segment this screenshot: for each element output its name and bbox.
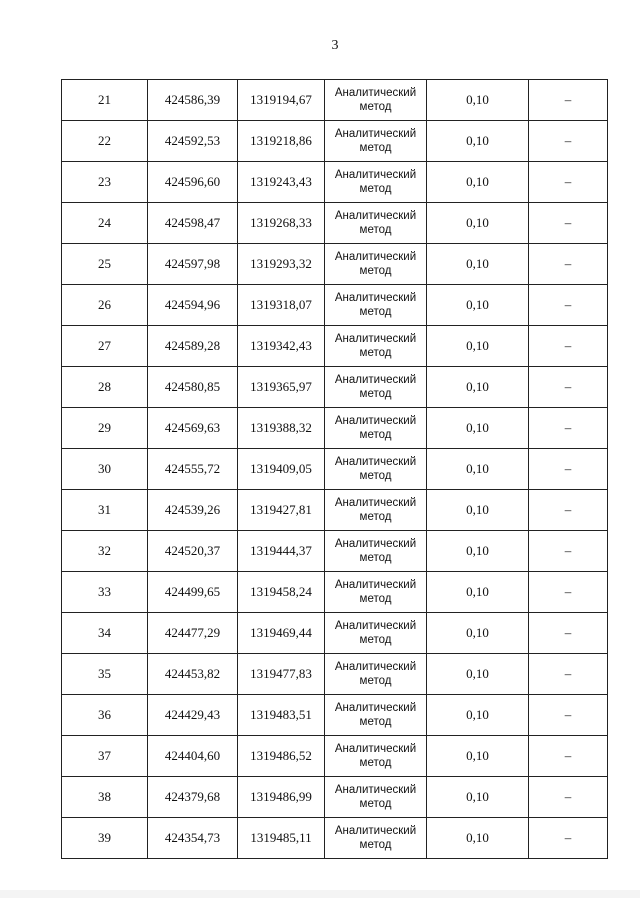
x-coordinate-cell: 424499,65 (148, 572, 238, 613)
method-cell (325, 121, 427, 162)
table-row (62, 531, 608, 572)
y-coordinate-cell: 1319243,43 (238, 162, 325, 203)
note-cell: – (529, 367, 608, 408)
table-row (62, 777, 608, 818)
accuracy-cell: 0,10 (427, 408, 529, 449)
accuracy-cell: 0,10 (427, 285, 529, 326)
method-cell (325, 613, 427, 654)
point-number-cell: 32 (62, 531, 148, 572)
accuracy-cell: 0,10 (427, 449, 529, 490)
y-coordinate-cell: 1319486,99 (238, 777, 325, 818)
accuracy-cell: 0,10 (427, 203, 529, 244)
x-coordinate-cell: 424429,43 (148, 695, 238, 736)
method-line-2: метод (359, 306, 392, 318)
accuracy-cell: 0,10 (427, 326, 529, 367)
note-cell: – (529, 244, 608, 285)
accuracy-cell: 0,10 (427, 531, 529, 572)
y-coordinate-cell: 1319477,83 (238, 654, 325, 695)
method-cell (325, 326, 427, 367)
method-line-2: метод (359, 634, 392, 646)
point-number-cell: 26 (62, 285, 148, 326)
method-line-2: метод (359, 265, 392, 277)
method-line-2: метод (359, 839, 392, 851)
method-cell (325, 449, 427, 490)
method-line-2: метод (359, 675, 392, 687)
y-coordinate-cell: 1319444,37 (238, 531, 325, 572)
y-coordinate-cell: 1319486,52 (238, 736, 325, 777)
note-cell: – (529, 818, 608, 859)
x-coordinate-cell: 424477,29 (148, 613, 238, 654)
table-row (62, 695, 608, 736)
table-row (62, 490, 608, 531)
y-coordinate-cell: 1319409,05 (238, 449, 325, 490)
method-line-2: метод (359, 142, 392, 154)
method-line-2: метод (359, 552, 392, 564)
point-number-cell: 24 (62, 203, 148, 244)
accuracy-cell: 0,10 (427, 695, 529, 736)
method-cell (325, 695, 427, 736)
point-number-cell: 30 (62, 449, 148, 490)
point-number-cell: 35 (62, 654, 148, 695)
x-coordinate-cell: 424597,98 (148, 244, 238, 285)
method-cell (325, 736, 427, 777)
y-coordinate-cell: 1319218,86 (238, 121, 325, 162)
point-number-cell: 22 (62, 121, 148, 162)
accuracy-cell: 0,10 (427, 121, 529, 162)
x-coordinate-cell: 424569,63 (148, 408, 238, 449)
y-coordinate-cell: 1319342,43 (238, 326, 325, 367)
point-number-cell: 31 (62, 490, 148, 531)
table-body (62, 80, 608, 859)
note-cell: – (529, 121, 608, 162)
method-line-1: Аналитический (334, 87, 417, 99)
x-coordinate-cell: 424354,73 (148, 818, 238, 859)
x-coordinate-cell: 424580,85 (148, 367, 238, 408)
method-line-2: метод (359, 757, 392, 769)
note-cell: – (529, 777, 608, 818)
method-line-1: Аналитический (334, 825, 417, 837)
page-number: 3 (331, 38, 339, 53)
method-line-2: метод (359, 347, 392, 359)
y-coordinate-cell: 1319318,07 (238, 285, 325, 326)
method-line-2: метод (359, 716, 392, 728)
method-line-2: метод (359, 429, 392, 441)
point-number-cell: 36 (62, 695, 148, 736)
point-number-cell: 34 (62, 613, 148, 654)
method-line-2: метод (359, 593, 392, 605)
accuracy-cell: 0,10 (427, 736, 529, 777)
note-cell: – (529, 613, 608, 654)
accuracy-cell: 0,10 (427, 777, 529, 818)
x-coordinate-cell: 424453,82 (148, 654, 238, 695)
method-cell (325, 572, 427, 613)
method-line-1: Аналитический (334, 169, 417, 181)
method-line-1: Аналитический (334, 497, 417, 509)
point-number-cell: 27 (62, 326, 148, 367)
table-row (62, 326, 608, 367)
method-line-1: Аналитический (334, 784, 417, 796)
accuracy-cell: 0,10 (427, 367, 529, 408)
y-coordinate-cell: 1319268,33 (238, 203, 325, 244)
scan-bottom-edge (0, 890, 640, 898)
accuracy-cell: 0,10 (427, 162, 529, 203)
x-coordinate-cell: 424520,37 (148, 531, 238, 572)
method-line-1: Аналитический (334, 702, 417, 714)
method-line-2: метод (359, 388, 392, 400)
method-line-2: метод (359, 798, 392, 810)
method-line-1: Аналитический (334, 251, 417, 263)
note-cell: – (529, 490, 608, 531)
method-line-1: Аналитический (334, 374, 417, 386)
note-cell: – (529, 80, 608, 121)
method-line-1: Аналитический (334, 743, 417, 755)
point-number-cell: 39 (62, 818, 148, 859)
note-cell: – (529, 531, 608, 572)
method-cell (325, 367, 427, 408)
method-line-2: метод (359, 101, 392, 113)
coordinates-table (61, 79, 608, 859)
x-coordinate-cell: 424589,28 (148, 326, 238, 367)
method-cell (325, 818, 427, 859)
method-cell (325, 203, 427, 244)
table-row (62, 367, 608, 408)
method-cell (325, 654, 427, 695)
point-number-cell: 38 (62, 777, 148, 818)
point-number-cell: 29 (62, 408, 148, 449)
method-cell (325, 408, 427, 449)
point-number-cell: 23 (62, 162, 148, 203)
accuracy-cell: 0,10 (427, 818, 529, 859)
y-coordinate-cell: 1319458,24 (238, 572, 325, 613)
note-cell: – (529, 326, 608, 367)
method-line-1: Аналитический (334, 415, 417, 427)
method-cell (325, 162, 427, 203)
table-row (62, 121, 608, 162)
table-row (62, 244, 608, 285)
note-cell: – (529, 285, 608, 326)
method-line-2: метод (359, 470, 392, 482)
note-cell: – (529, 572, 608, 613)
method-line-1: Аналитический (334, 128, 417, 140)
point-number-cell: 28 (62, 367, 148, 408)
method-cell (325, 777, 427, 818)
method-line-2: метод (359, 224, 392, 236)
method-line-1: Аналитический (334, 579, 417, 591)
method-cell (325, 531, 427, 572)
x-coordinate-cell: 424596,60 (148, 162, 238, 203)
method-line-1: Аналитический (334, 456, 417, 468)
method-line-1: Аналитический (334, 538, 417, 550)
x-coordinate-cell: 424539,26 (148, 490, 238, 531)
method-line-1: Аналитический (334, 292, 417, 304)
y-coordinate-cell: 1319388,32 (238, 408, 325, 449)
point-number-cell: 33 (62, 572, 148, 613)
accuracy-cell: 0,10 (427, 613, 529, 654)
table-row (62, 162, 608, 203)
x-coordinate-cell: 424594,96 (148, 285, 238, 326)
y-coordinate-cell: 1319485,11 (238, 818, 325, 859)
y-coordinate-cell: 1319469,44 (238, 613, 325, 654)
method-line-1: Аналитический (334, 333, 417, 345)
x-coordinate-cell: 424586,39 (148, 80, 238, 121)
x-coordinate-cell: 424379,68 (148, 777, 238, 818)
accuracy-cell: 0,10 (427, 490, 529, 531)
accuracy-cell: 0,10 (427, 654, 529, 695)
y-coordinate-cell: 1319194,67 (238, 80, 325, 121)
table-row (62, 80, 608, 121)
table-row (62, 572, 608, 613)
x-coordinate-cell: 424404,60 (148, 736, 238, 777)
note-cell: – (529, 695, 608, 736)
accuracy-cell: 0,10 (427, 572, 529, 613)
y-coordinate-cell: 1319483,51 (238, 695, 325, 736)
table-row (62, 736, 608, 777)
table-row (62, 449, 608, 490)
note-cell: – (529, 654, 608, 695)
table-row (62, 818, 608, 859)
method-line-1: Аналитический (334, 620, 417, 632)
method-cell (325, 285, 427, 326)
table-row (62, 408, 608, 449)
table-row (62, 285, 608, 326)
x-coordinate-cell: 424598,47 (148, 203, 238, 244)
x-coordinate-cell: 424592,53 (148, 121, 238, 162)
point-number-cell: 21 (62, 80, 148, 121)
note-cell: – (529, 736, 608, 777)
note-cell: – (529, 162, 608, 203)
method-line-2: метод (359, 511, 392, 523)
method-line-1: Аналитический (334, 661, 417, 673)
y-coordinate-cell: 1319365,97 (238, 367, 325, 408)
x-coordinate-cell: 424555,72 (148, 449, 238, 490)
table-row (62, 203, 608, 244)
note-cell: – (529, 408, 608, 449)
table-row (62, 613, 608, 654)
method-cell (325, 80, 427, 121)
accuracy-cell: 0,10 (427, 244, 529, 285)
method-line-2: метод (359, 183, 392, 195)
note-cell: – (529, 449, 608, 490)
point-number-cell: 37 (62, 736, 148, 777)
method-cell (325, 490, 427, 531)
accuracy-cell: 0,10 (427, 80, 529, 121)
y-coordinate-cell: 1319427,81 (238, 490, 325, 531)
method-cell (325, 244, 427, 285)
point-number-cell: 25 (62, 244, 148, 285)
note-cell: – (529, 203, 608, 244)
table-row (62, 654, 608, 695)
method-line-1: Аналитический (334, 210, 417, 222)
y-coordinate-cell: 1319293,32 (238, 244, 325, 285)
